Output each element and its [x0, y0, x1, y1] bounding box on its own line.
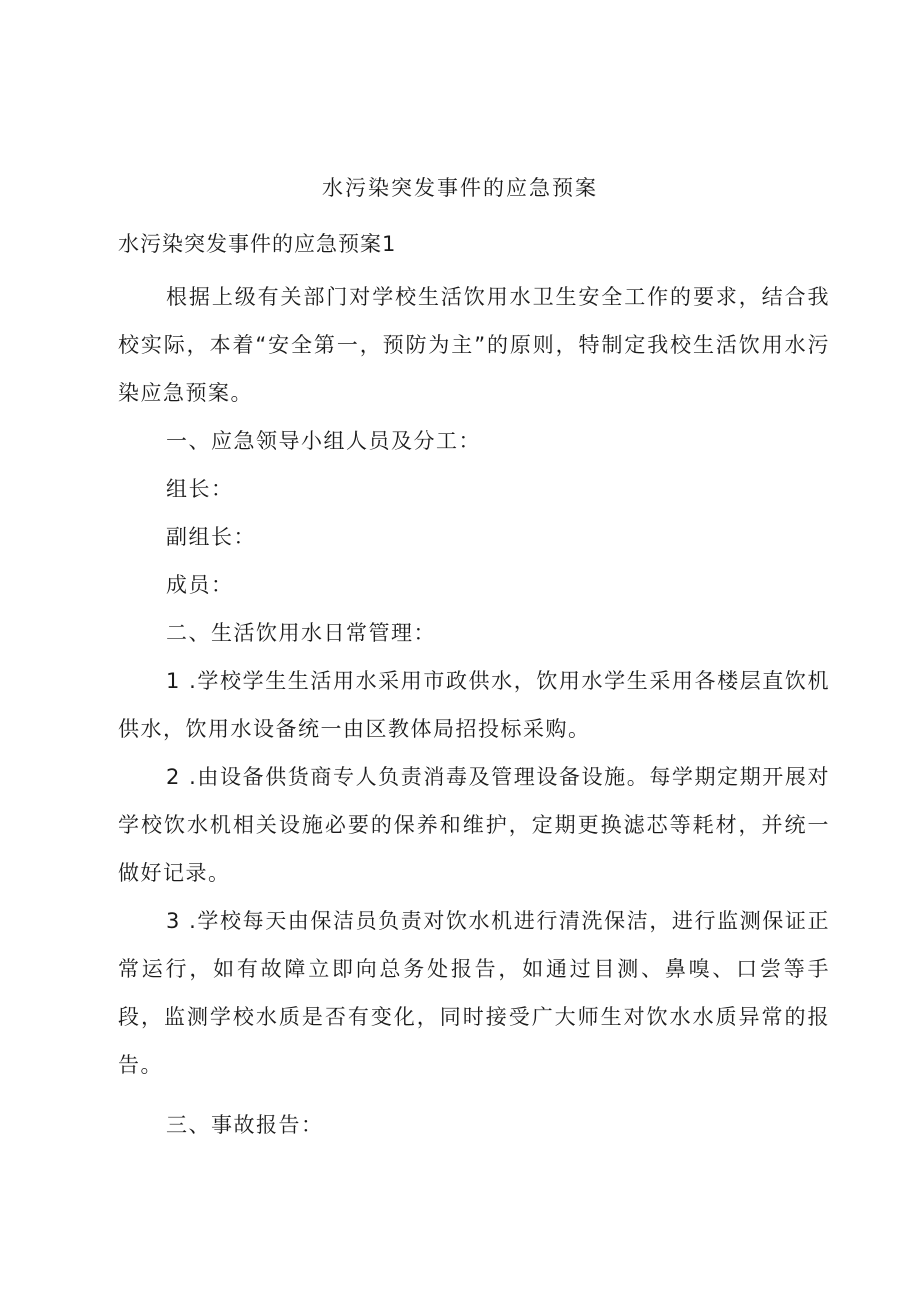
paragraph-intro: 根据上级有关部门对学校生活饮用水卫生安全工作的要求，结合我校实际，本着“安全第一，预防为主”的原则，特制定我校生活饮用水污染应急预案。	[118, 285, 830, 405]
section-heading-incident-report: 三、事故报告：	[166, 1113, 324, 1137]
section-heading-daily-management: 二、生活饮用水日常管理：	[166, 621, 436, 645]
paragraph-item-2: 2 .由设备供货商专人负责消毒及管理设备设施。每学期定期开展对学校饮水机相关设施必要的保养和维护，定期更换滤芯等耗材，并统一做好记录。	[118, 765, 830, 885]
field-members: 成员：	[166, 573, 234, 597]
paragraph-item-3: 3 .学校每天由保洁员负责对饮水机进行清洗保洁，进行监测保证正常运行，如有故障立即向总务处报告，如通过目测、鼻嗅、口尝等手段，监测学校水质是否有变化，同时接受广大师生对饮水水质异常的报告。	[118, 909, 830, 1077]
document-subtitle: 水污染突发事件的应急预案1	[118, 232, 397, 256]
section-heading-leadership: 一、应急领导小组人员及分工：	[166, 429, 481, 453]
section-spacer	[118, 1089, 830, 1101]
field-leader: 组长：	[166, 477, 234, 501]
document-body	[118, 273, 830, 1149]
document-title: 水污染突发事件的应急预案	[322, 176, 598, 200]
paragraph-item-1: 1 .学校学生生活用水采用市政供水，饮用水学生采用各楼层直饮机供水，饮用水设备统一由区教体局招投标采购。	[118, 669, 830, 741]
field-deputy-leader: 副组长：	[166, 525, 256, 549]
